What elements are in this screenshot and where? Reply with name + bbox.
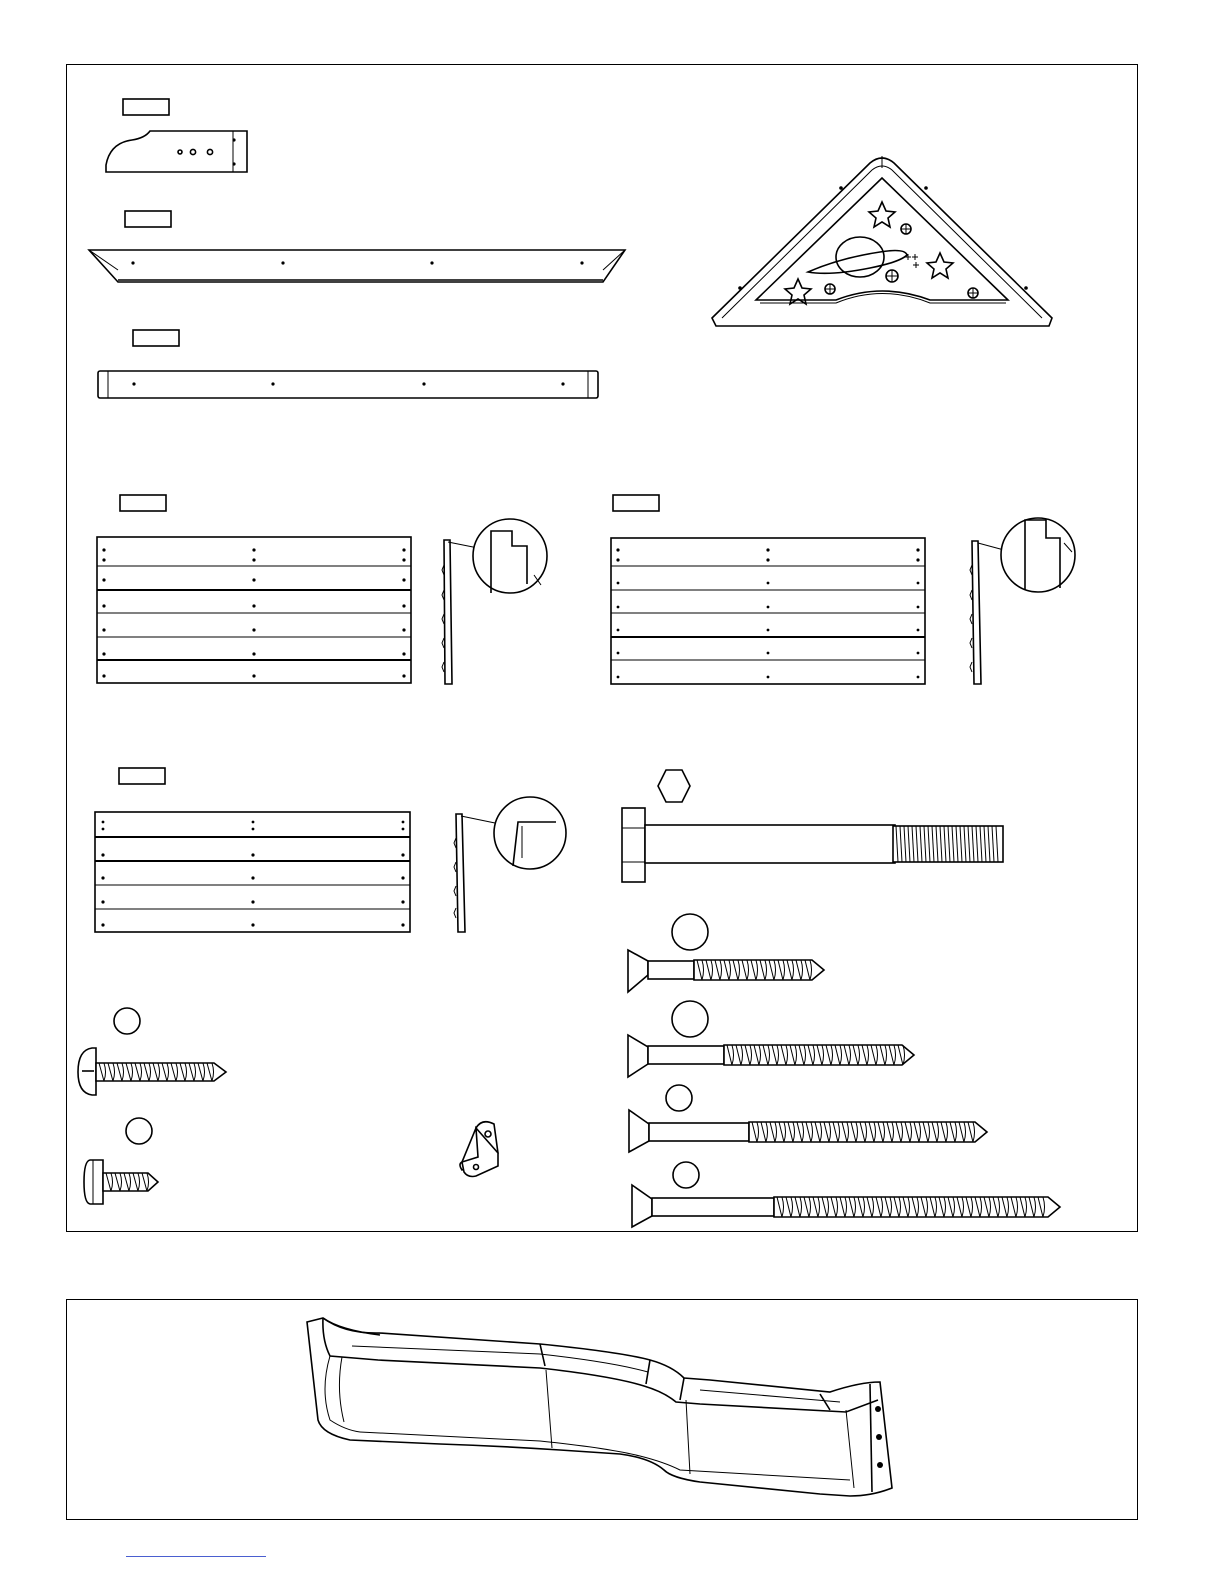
footer-link-underline[interactable]	[126, 1556, 266, 1557]
wave-slide	[307, 1318, 892, 1496]
